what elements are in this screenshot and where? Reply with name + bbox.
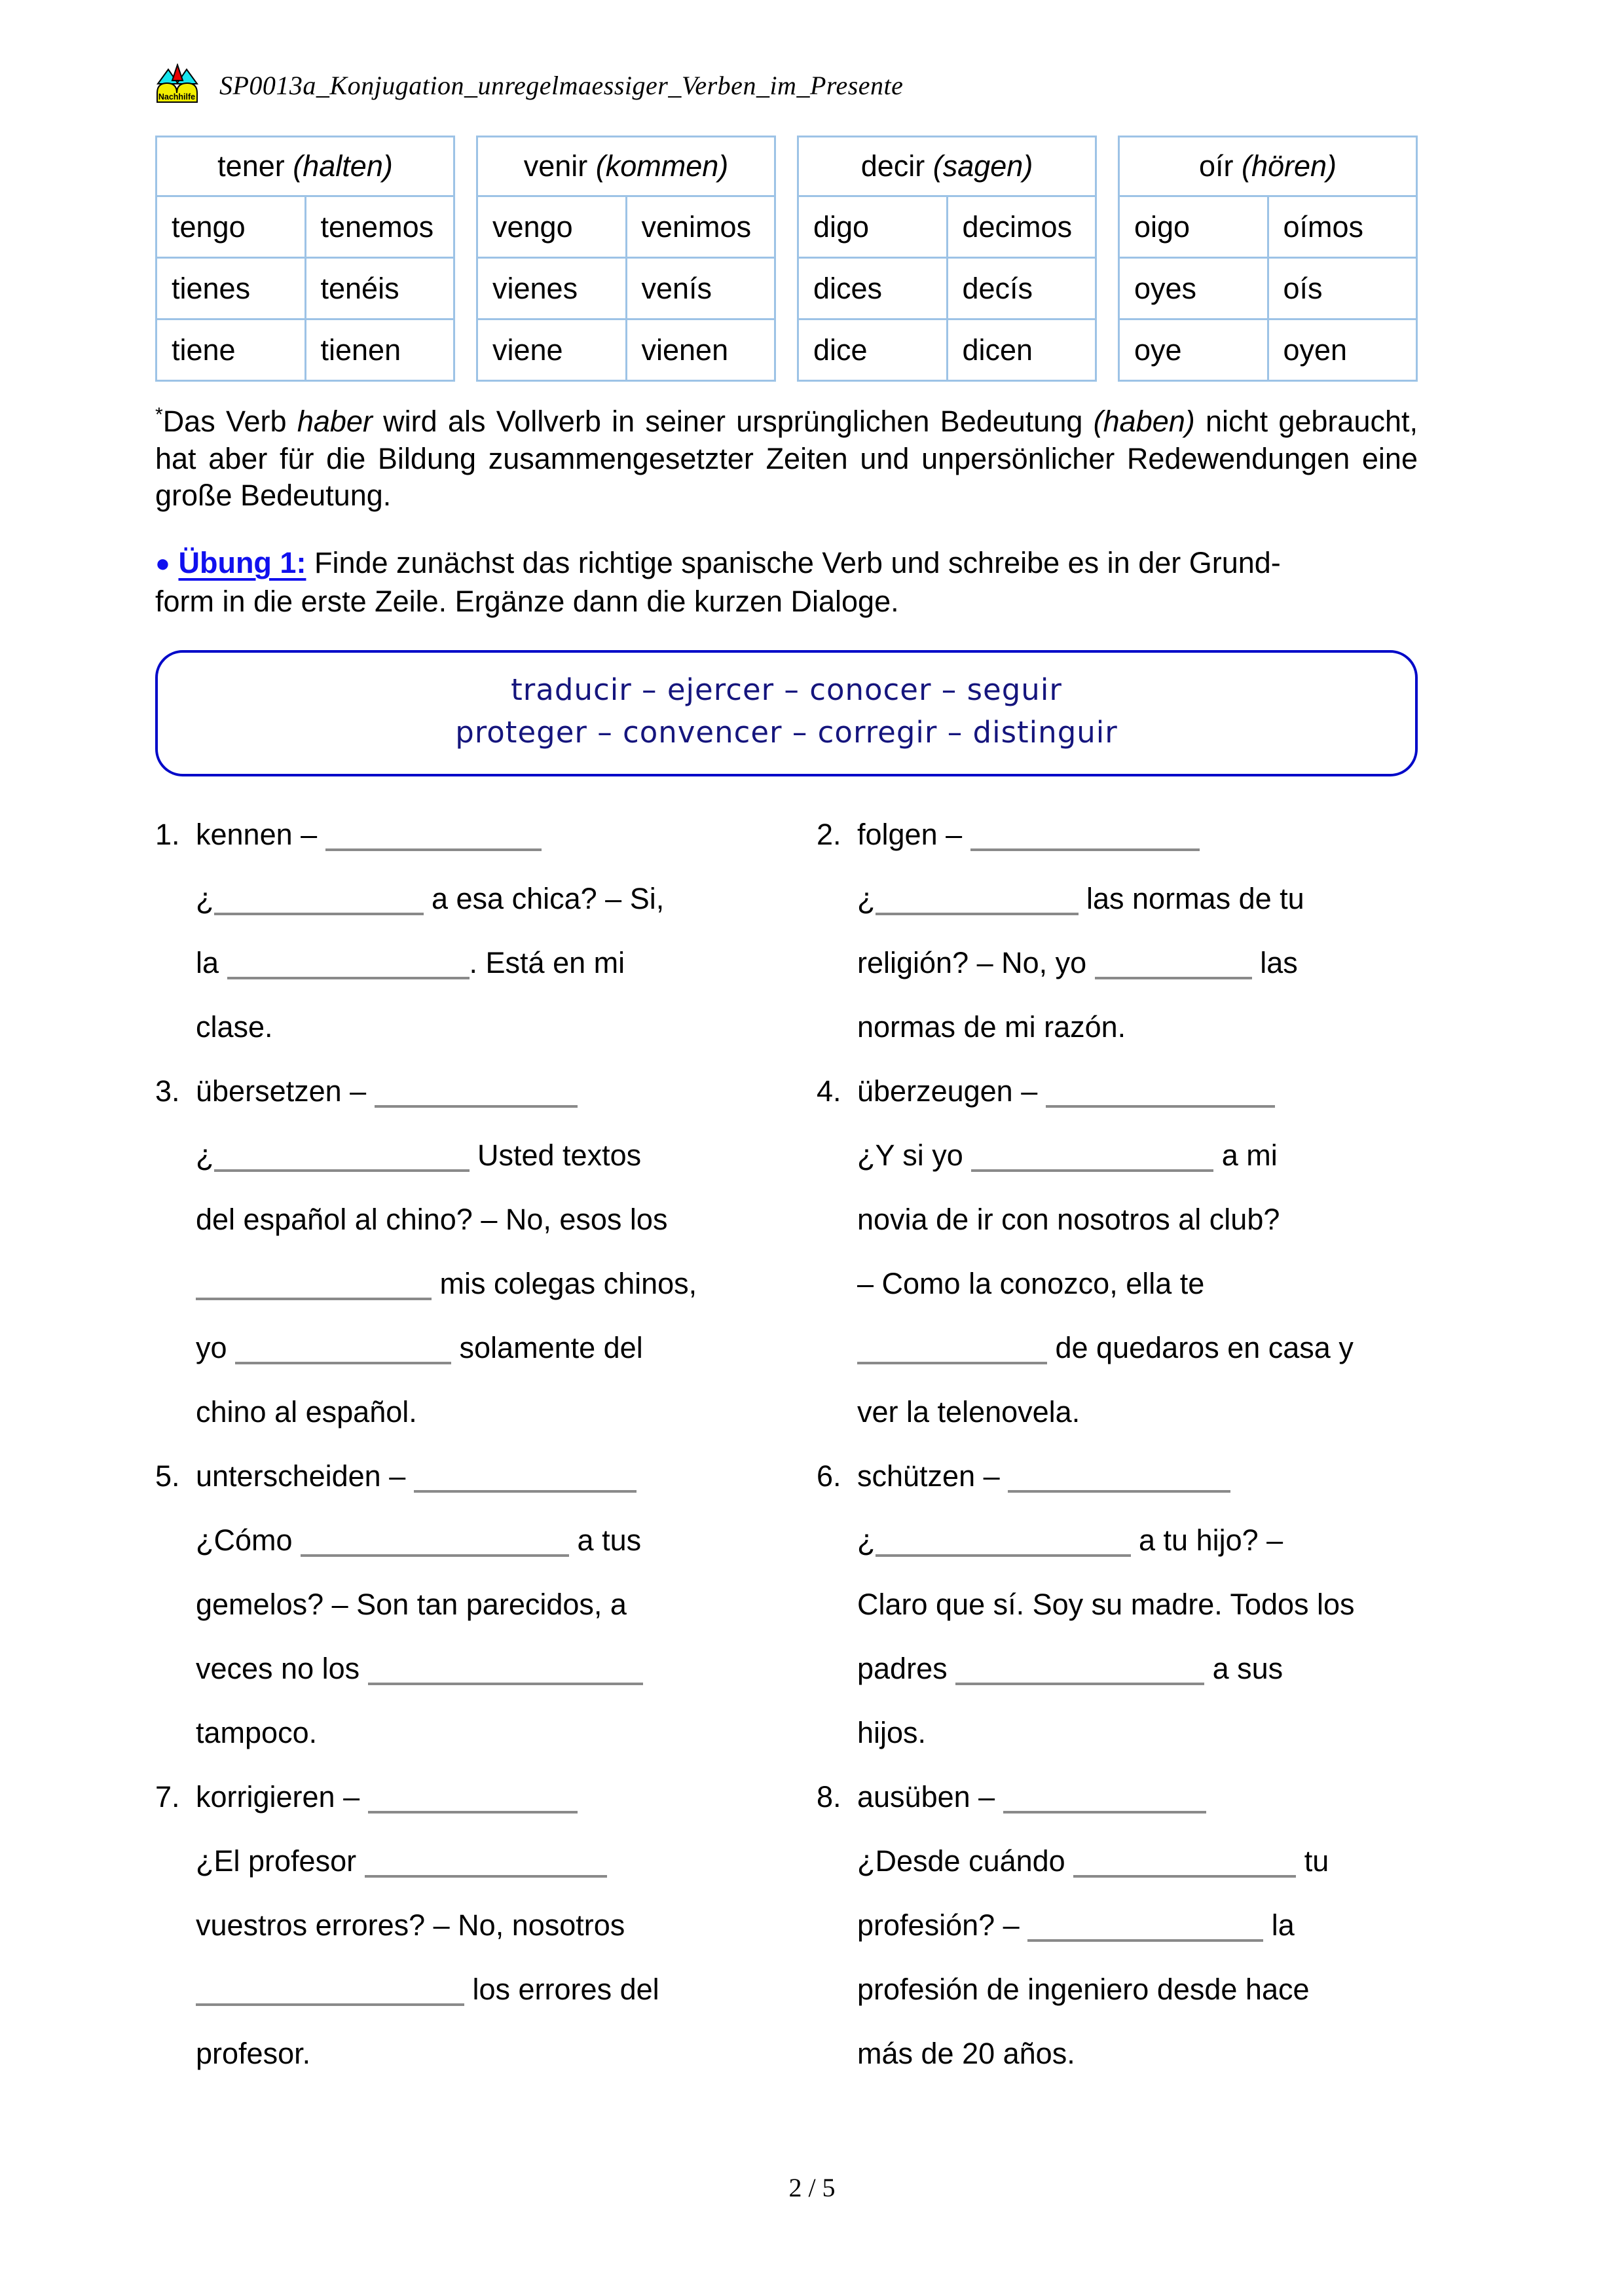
item-text: yo: [196, 1330, 236, 1364]
table-row: [477, 319, 775, 381]
verb-form-cell: oigo: [1119, 196, 1268, 258]
verb-form-cell: oye: [1119, 319, 1268, 381]
verb-infinitive: oír: [1198, 149, 1242, 183]
verb-form-cell: oyen: [1268, 319, 1417, 381]
verb-form-cell: decimos: [947, 196, 1096, 258]
item-line: [857, 1252, 1418, 1316]
exercise-label: Übung 1:: [178, 546, 306, 580]
verb-form-cell: oímos: [1268, 196, 1417, 258]
verb-form-cell: oyes: [1119, 258, 1268, 319]
item-line: [857, 1637, 1418, 1701]
exercise-item: [155, 1059, 817, 1444]
item-number: 6.: [817, 1459, 841, 1493]
item-text: schützen –: [857, 1459, 1008, 1493]
verb-form-cell: tienes: [157, 258, 306, 319]
blank-line: [301, 1554, 569, 1557]
blank-line: [876, 913, 1079, 915]
verb-form-cell: venís: [626, 258, 775, 319]
item-text: profesión? –: [857, 1908, 1028, 1942]
blank-line: [1008, 1490, 1230, 1493]
verb-form-cell: tenéis: [305, 258, 454, 319]
item-line: [857, 1123, 1418, 1188]
item-text: gemelos? – Son tan parecidos, a: [196, 1587, 627, 1621]
item-line: [196, 1508, 817, 1573]
item-line: [196, 1893, 817, 1958]
item-text: los errores del: [464, 1972, 659, 2006]
blank-line: [1027, 1939, 1263, 1942]
item-text: Claro que sí. Soy su madre. Todos los: [857, 1587, 1355, 1621]
item-text: ¿: [196, 881, 214, 915]
item-text: ¿El profesor: [196, 1844, 365, 1878]
item-text: ¿Desde cuándo: [857, 1844, 1074, 1878]
verb-form-cell: vienen: [626, 319, 775, 381]
item-line: [857, 1380, 1418, 1444]
item-line: [857, 803, 1418, 867]
blank-line: [368, 1811, 578, 1813]
item-line: [196, 995, 817, 1059]
blank-line: [1095, 977, 1252, 979]
exercise-instructions-line1: Finde zunächst das richtige spanische Verb und schreibe es in der Grund-: [314, 546, 1281, 580]
item-text: ausüben –: [857, 1779, 1003, 1813]
item-text: tampoco.: [196, 1715, 318, 1749]
conjugation-table: [476, 136, 776, 382]
table-row: [477, 258, 775, 319]
verb-translation: (kommen): [595, 149, 729, 183]
verb-infinitive: venir: [523, 149, 596, 183]
item-number: 4.: [817, 1074, 841, 1108]
table-row: [1119, 196, 1417, 258]
blank-line: [971, 1169, 1213, 1172]
table-row: [798, 258, 1096, 319]
item-line: [857, 867, 1418, 931]
item-line: [857, 1958, 1418, 2022]
blank-line: [414, 1490, 637, 1493]
blank-line: [214, 1169, 470, 1172]
exercise-item: [817, 1444, 1418, 1765]
item-text: ¿: [196, 1138, 214, 1172]
conjugation-tables: [155, 136, 1418, 382]
item-text: kennen –: [196, 817, 325, 851]
note-text: nicht gebraucht, hat aber für die Bildung zusammengesetzter Zeiten und unpersönlicher Redewendungen eine große Bedeutung.: [155, 405, 1418, 513]
exercise-heading: [155, 544, 1418, 621]
item-text: korrigieren –: [196, 1779, 368, 1813]
table-row: [157, 258, 454, 319]
item-text: chino al español.: [196, 1394, 417, 1429]
item-line: [196, 1123, 817, 1188]
item-line: [857, 1316, 1418, 1380]
item-text: unterscheiden –: [196, 1459, 414, 1493]
item-text: überzeugen –: [857, 1074, 1046, 1108]
item-line: [857, 995, 1418, 1059]
exercise-item: [155, 803, 817, 1059]
item-line: [196, 803, 817, 867]
verb-form-cell: decís: [947, 258, 1096, 319]
table-header: [477, 137, 775, 196]
document-title: SP0013a_Konjugation_unregelmaessiger_Verben_im_Presente: [219, 70, 904, 100]
item-text: . Está en mi: [469, 945, 625, 979]
verb-translation: (sagen): [932, 149, 1033, 183]
item-number: 7.: [155, 1779, 180, 1813]
verb-form-cell: tiene: [157, 319, 306, 381]
item-line: [857, 1508, 1418, 1573]
item-text: tu: [1296, 1844, 1329, 1878]
item-line: [196, 1252, 817, 1316]
item-text: las normas de tu: [1078, 881, 1304, 915]
verb-form-cell: dice: [798, 319, 948, 381]
item-line: [196, 1188, 817, 1252]
haber-note: [155, 403, 1418, 515]
verb-bank-line-1: traducir – ejercer – conocer – seguir: [511, 672, 1062, 708]
item-text: profesor.: [196, 2036, 311, 2070]
item-text: normas de mi razón.: [857, 1010, 1126, 1044]
svg-text:Nachhilfe: Nachhilfe: [158, 92, 196, 101]
item-text: ¿Cómo: [196, 1523, 301, 1557]
table-row: [477, 196, 775, 258]
note-text: wird als Vollverb in seiner ursprünglichen Bedeutung: [372, 405, 1094, 438]
table-row: [1119, 319, 1417, 381]
item-line: [857, 1765, 1418, 1829]
item-text: Usted textos: [469, 1138, 642, 1172]
item-line: [196, 1380, 817, 1444]
items-column-left: [155, 803, 817, 2086]
item-text: a mi: [1213, 1138, 1278, 1172]
verb-form-cell: tenemos: [305, 196, 454, 258]
item-text: ¿: [857, 1523, 876, 1557]
verb-form-cell: tengo: [157, 196, 306, 258]
blank-line: [227, 977, 470, 979]
verb-form-cell: vengo: [477, 196, 627, 258]
item-text: hijos.: [857, 1715, 927, 1749]
note-text: haber: [297, 405, 373, 438]
verb-translation: (halten): [293, 149, 393, 183]
item-line: [196, 1701, 817, 1765]
item-text: novia de ir con nosotros al club?: [857, 1202, 1280, 1236]
item-line: [196, 1059, 817, 1123]
item-text: – Como la conozco, ella te: [857, 1266, 1205, 1300]
item-text: más de 20 años.: [857, 2036, 1075, 2070]
item-line: [196, 1316, 817, 1380]
item-number: 8.: [817, 1779, 841, 1813]
verb-translation: (hören): [1241, 149, 1337, 183]
item-text: a sus: [1204, 1651, 1283, 1685]
blank-line: [235, 1362, 451, 1364]
blank-line: [365, 1875, 607, 1878]
item-text: vuestros errores? – No, nosotros: [196, 1908, 625, 1942]
verb-form-cell: tienen: [305, 319, 454, 381]
item-line: [857, 1059, 1418, 1123]
page-number: 2 / 5: [788, 2173, 836, 2202]
blank-line: [214, 913, 424, 915]
item-line: [196, 1444, 817, 1508]
item-text: las: [1251, 945, 1298, 979]
item-text: übersetzen –: [196, 1074, 375, 1108]
table-row: [798, 319, 1096, 381]
item-text: veces no los: [196, 1651, 368, 1685]
item-number: 3.: [155, 1074, 180, 1108]
item-line: [196, 1829, 817, 1893]
item-text: mis colegas chinos,: [432, 1266, 697, 1300]
item-text: profesión de ingeniero desde hace: [857, 1972, 1310, 2006]
exercise-item: [817, 1765, 1418, 2086]
item-text: la: [196, 945, 227, 979]
item-text: folgen –: [857, 817, 970, 851]
page-header: [155, 62, 1418, 108]
item-line: [857, 1893, 1418, 1958]
table-row: [157, 196, 454, 258]
item-line: [857, 931, 1418, 995]
table-header: [157, 137, 454, 196]
item-text: a tus: [569, 1523, 642, 1557]
item-line: [196, 1765, 817, 1829]
item-line: [857, 1573, 1418, 1637]
item-text: a esa chica? – Si,: [423, 881, 665, 915]
conjugation-table: [155, 136, 455, 382]
item-line: [196, 867, 817, 931]
item-text: clase.: [196, 1010, 273, 1044]
blank-line: [1073, 1875, 1296, 1878]
verb-infinitive: decir: [860, 149, 933, 183]
item-line: [196, 1573, 817, 1637]
item-text: de quedaros en casa y: [1047, 1330, 1354, 1364]
note-text: (haben): [1093, 405, 1195, 438]
verb-form-cell: oís: [1268, 258, 1417, 319]
item-text: la: [1263, 1908, 1295, 1942]
blank-line: [970, 848, 1200, 851]
item-line: [196, 2022, 817, 2086]
exercise-item: [817, 803, 1418, 1059]
item-text: ver la telenovela.: [857, 1394, 1080, 1429]
verb-form-cell: venimos: [626, 196, 775, 258]
table-row: [1119, 258, 1417, 319]
table-row: [798, 196, 1096, 258]
note-text: Das Verb: [162, 405, 297, 438]
verb-form-cell: viene: [477, 319, 627, 381]
blank-line: [375, 1105, 578, 1108]
exercise-item: [155, 1444, 817, 1765]
item-text: ¿Y si yo: [857, 1138, 972, 1172]
verb-infinitive: tener: [217, 149, 293, 183]
item-text: del español al chino? – No, esos los: [196, 1202, 668, 1236]
verb-form-cell: dicen: [947, 319, 1096, 381]
item-line: [857, 1829, 1418, 1893]
conjugation-table: [1118, 136, 1418, 382]
item-number: 5.: [155, 1459, 180, 1493]
item-line: [196, 931, 817, 995]
bullet-icon: ●: [155, 550, 170, 578]
item-text: solamente del: [451, 1330, 643, 1364]
item-line: [196, 1637, 817, 1701]
verb-bank-box: [155, 650, 1418, 776]
blank-line: [955, 1683, 1204, 1685]
item-number: 1.: [155, 817, 180, 851]
blank-line: [857, 1362, 1047, 1364]
exercise-instructions-line2: form in die erste Zeile. Ergänze dann die kurzen Dialoge.: [155, 584, 899, 618]
items-column-right: [817, 803, 1418, 2086]
blank-line: [368, 1683, 643, 1685]
blank-line: [325, 848, 542, 851]
exercise-items: [155, 803, 1418, 2086]
blank-line: [1046, 1105, 1275, 1108]
item-text: a tu hijo? –: [1130, 1523, 1283, 1557]
table-header: [798, 137, 1096, 196]
verb-form-cell: dices: [798, 258, 948, 319]
table-row: [157, 319, 454, 381]
blank-line: [1003, 1811, 1206, 1813]
footnote-asterisk: *: [155, 404, 163, 426]
verb-form-cell: vienes: [477, 258, 627, 319]
exercise-item: [817, 1059, 1418, 1444]
item-number: 2.: [817, 817, 841, 851]
item-text: ¿: [857, 881, 876, 915]
item-line: [196, 1958, 817, 2022]
item-line: [857, 1444, 1418, 1508]
verb-form-cell: digo: [798, 196, 948, 258]
blank-line: [196, 1298, 432, 1300]
item-line: [857, 1701, 1418, 1765]
item-text: padres: [857, 1651, 956, 1685]
verb-bank-line-2: proteger – convencer – corregir – distinguir: [455, 715, 1118, 750]
nachhilfe-logo-icon: [155, 64, 200, 107]
item-text: religión? – No, yo: [857, 945, 1095, 979]
blank-line: [876, 1554, 1131, 1557]
blank-line: [196, 2003, 464, 2006]
item-line: [857, 2022, 1418, 2086]
conjugation-table: [797, 136, 1097, 382]
item-line: [857, 1188, 1418, 1252]
table-header: [1119, 137, 1417, 196]
exercise-item: [155, 1765, 817, 2086]
